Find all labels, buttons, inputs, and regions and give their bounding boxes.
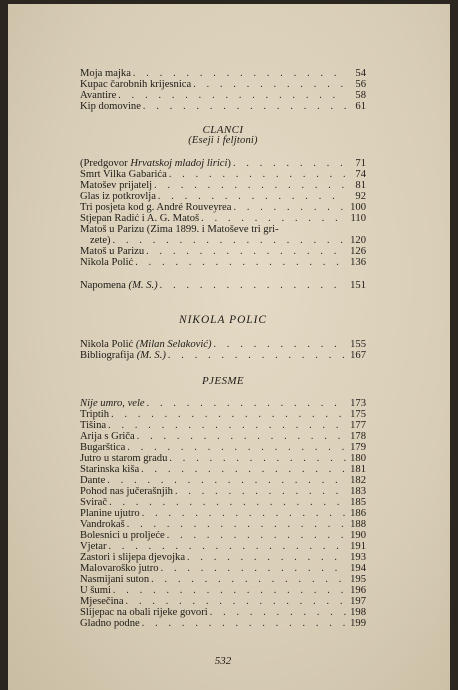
page-number: 191 [350,541,366,552]
entry-title: Arija s Griča [80,431,135,442]
page-number: 151 [350,280,366,291]
entry-title: Nasmijani suton [80,574,150,585]
entry-title: Kupac čarobnih krijesnica [80,79,192,90]
page-number: 126 [350,246,366,257]
toc-entry [80,257,366,269]
page-number: 74 [355,169,366,180]
entry-title: Kip domovine [80,101,141,112]
page-number: 194 [350,563,366,574]
entry-title: (Predgovor Hrvatskoj mladoj lirici) [80,158,231,169]
entry-title: U šumi [80,585,111,596]
entry-title: Bibliografija (M. S.) [80,350,166,361]
page-folio: 532 [214,655,232,667]
entry-title: Malovaroško jutro [80,563,159,574]
entry-title: Zastori i slijepa djevojka [80,552,186,563]
toc-entry [80,618,366,630]
page-number: 186 [350,508,366,519]
page-number: 175 [350,409,366,420]
page-number: 177 [350,420,366,431]
leader-dots [142,618,346,630]
page-number: 199 [350,618,366,629]
entry-title: Planine ujutro [80,508,140,519]
leader-dots [135,257,346,269]
entry-title: Mjesečina [80,596,124,607]
entry-title: Stjepan Radić i A. G. Matoš [80,213,200,224]
page-number: 190 [350,530,366,541]
entry-title: Slijepac na obali rijeke govori [80,607,208,618]
entry-title: zete) [90,235,111,246]
entry-title: Bugarštica [80,442,126,453]
entry-title: Svirač [80,497,108,508]
entry-title: Moja majka [80,68,131,79]
page-number: 182 [350,475,366,486]
page-number: 183 [350,486,366,497]
page-number: 58 [355,90,366,101]
page-number: 110 [350,213,366,224]
page-number: 197 [350,596,366,607]
section-heading-pjesme: PJESME [201,375,245,387]
page-number: 185 [350,497,366,508]
page-number: 100 [350,202,366,213]
page-number: 54 [355,68,366,79]
entry-title: Jutro u starom gradu [80,453,168,464]
leader-dots [143,101,346,113]
entry-title: Nije umro, vele [80,398,145,409]
entry-title: Napomena (M. S.) [80,280,158,291]
section-heading-author: NIKOLA POLIC [178,314,268,326]
entry-title: Vjetar [80,541,107,552]
page-number: 181 [350,464,366,475]
page-number: 120 [350,235,366,246]
page-number: 198 [350,607,366,618]
entry-title: Matošev prijatelj [80,180,153,191]
entry-title: Nikola Polić [80,257,134,268]
toc-entry [80,350,366,362]
page-number: 167 [350,350,366,361]
page-number: 180 [350,453,366,464]
entry-title: Triptih [80,409,110,420]
entry-title: Dante [80,475,106,486]
toc-entry [80,280,366,292]
page-number: 179 [350,442,366,453]
toc-entry [80,101,366,113]
leader-dots [160,280,346,292]
page-number: 193 [350,552,366,563]
section-subheading: (Eseji i feljtoni) [188,135,258,146]
entry-title: Smrt Vilka Gabarića [80,169,167,180]
entry-title: Matoš u Parizu (Zima 1899. i Matoševe tri gri- [80,224,279,235]
section-heading-clanci: CLANCI [202,124,244,136]
page-number: 81 [355,180,366,191]
page-number: 136 [350,257,366,268]
entry-title: Tri posjeta kod g. André Rouveyrea [80,202,232,213]
page-number: 188 [350,519,366,530]
page-number: 71 [355,158,366,169]
entry-title: Avantire [80,90,117,101]
entry-title: Glas iz potkrovlja [80,191,156,202]
leader-dots [168,350,346,362]
entry-title: Matoš u Parizu [80,246,145,257]
page-number: 56 [355,79,366,90]
entry-title: Starinska kiša [80,464,140,475]
page-number: 61 [355,101,366,112]
entry-title: Pohod nas jučerašnjih [80,486,173,497]
page-number: 92 [355,191,366,202]
entry-title: Vandrokaš [80,519,125,530]
page-number: 178 [350,431,366,442]
entry-title: Tišina [80,420,107,431]
book-page [8,4,450,690]
entry-title: Nikola Polić (Milan Selaković) [80,339,212,350]
entry-title: Gladno podne [80,618,140,629]
entry-title: Bolesnici u proljeće [80,530,165,541]
page-number: 173 [350,398,366,409]
page-number: 155 [350,339,366,350]
page-number: 196 [350,585,366,596]
page-number: 195 [350,574,366,585]
